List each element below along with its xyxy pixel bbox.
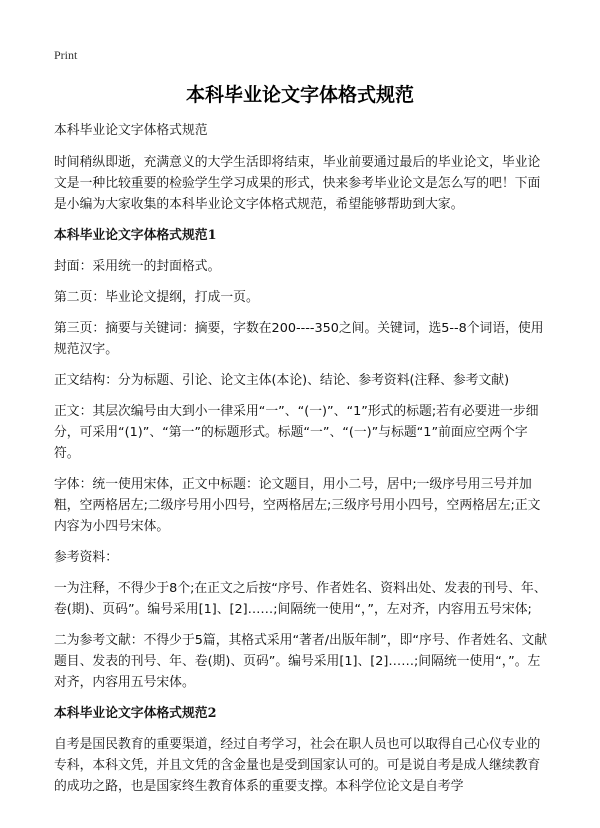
paragraph-structure: 正文结构：分为标题、引论、论文主体(本论)、结论、参考资料(注释、参考文献)	[54, 373, 510, 388]
paragraph-abstract: 第三页：摘要与关键词：摘要，字数在200----350之间。关键词，选5--8个词语，使用规范汉字。	[54, 321, 544, 357]
paragraph-font: 字体：统一使用宋体，正文中标题：论文题目，用小二号，居中;一级序号用三号并加粗，空两格居左;二级序号用小四号，空两格居左;三级序号用小四号，空两格居左;正文内容为小四号宋体。	[54, 477, 541, 534]
article-subtitle: 本科毕业论文字体格式规范	[54, 123, 208, 138]
paragraph-outline: 第二页：毕业论文提纲，打成一页。	[54, 290, 259, 305]
paragraph-notes: 一为注释，不得少于8个;在正文之后按“序号、作者姓名、资料出处、发表的刊号、年、卷(期)、页码”。编号采用[1]、[2]……;间隔统一使用“，”，左对齐，内容用五号宋体;	[54, 581, 547, 617]
section-heading-1: 本科毕业论文字体格式规范1	[54, 228, 217, 243]
article-body	[54, 120, 549, 807]
print-link[interactable]: Print	[54, 48, 78, 62]
intro-paragraph: 时间稍纵即逝，充满意义的大学生活即将结束，毕业前要通过最后的毕业论文，毕业论文是一种比较重要的检验学生学习成果的形式，快来参考毕业论文是怎么写的吧！下面是小编为大家收集的本科毕业论文字体格式规范，希望能够帮助到大家。	[54, 155, 541, 212]
page-title: 本科毕业论文字体格式规范	[185, 84, 414, 106]
paragraph-bibliography: 二为参考文献：不得少于5篇，其格式采用“著者/出版年制”，即“序号、作者姓名、文献题目、发表的刊号、年、卷(期)、页码”。编号采用[1]、[2]……;间隔统一使用“，”。左对齐，内容用五号宋体。	[54, 633, 548, 690]
paragraph-numbering: 正文：其层次编号由大到小一律采用“一”、“(一)”、“1”形式的标题;若有必要进一步细分，可采用“(1)”、“第一”的标题形式。标题“一”、“(一)”与标题“1”前面应空两个字符。	[54, 404, 539, 461]
paragraph-self-study: 自考是国民教育的重要渠道，经过自考学习，社会在职人员也可以取得自己心仪专业的专科，本科文凭，并且文凭的含金量也是受到国家认可的。可是说自考是成人继续教育的成功之路，也是国家终生教育体系的重要支撑。本科学位论文是自考学	[54, 737, 541, 794]
paragraph-references-label: 参考资料：	[54, 550, 118, 565]
paragraph-cover: 封面：采用统一的封面格式。	[54, 259, 221, 274]
section-heading-2: 本科毕业论文字体格式规范2	[54, 706, 217, 721]
